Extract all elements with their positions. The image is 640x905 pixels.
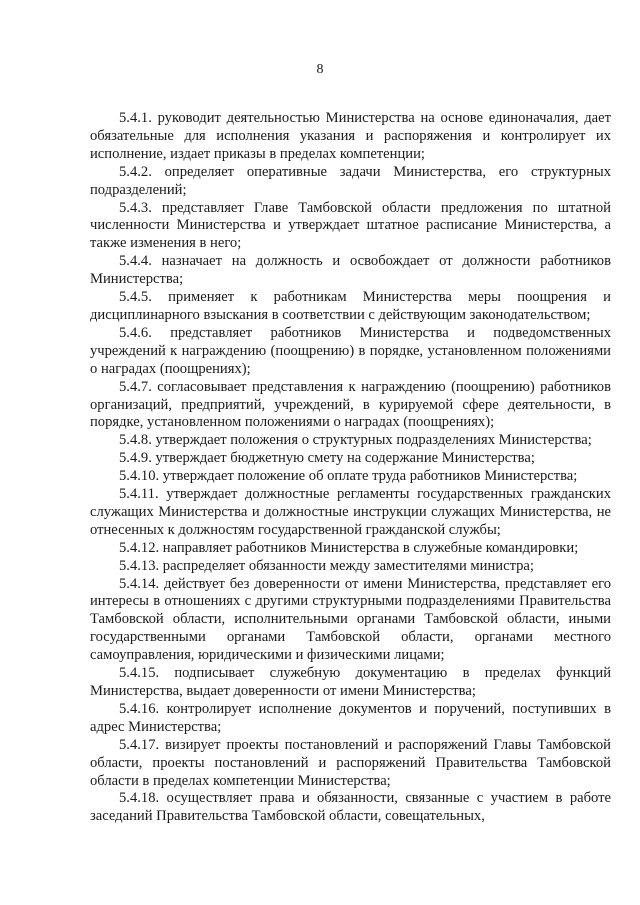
paragraph-5-4-17: 5.4.17. визирует проекты постановлений и распоряжений Главы Тамбовской области, проекты постановлений и распоряжений Правительства Тамбовской области в пределах компетенции Министерства;: [90, 736, 611, 789]
paragraph-5-4-10: 5.4.10. утверждает положение об оплате труда работников Министерства;: [119, 468, 578, 485]
page-number: 8: [316, 62, 324, 77]
document-body: [90, 110, 611, 826]
paragraph-5-4-12: 5.4.12. направляет работников Министерства в служебные командировки;: [119, 539, 579, 556]
paragraph-5-4-9: 5.4.9. утверждает бюджетную смету на содержание Министерства;: [119, 450, 535, 467]
paragraph-5-4-15: 5.4.15. подписывает служебную документацию в пределах функций Министерства, выдает доверенности от имени Министерства;: [90, 665, 611, 699]
paragraph-5-4-3: 5.4.3. представляет Главе Тамбовской области предложения по штатной численности Министерства и утверждает штатное расписание Министерства, а также изменения в него;: [90, 199, 611, 252]
paragraph-5-4-1: 5.4.1. руководит деятельностью Министерства на основе единоначалия, дает обязательные для исполнения указания и распоряжения и контролирует их исполнение, издает приказы в пределах компетенции;: [90, 110, 611, 162]
paragraph-5-4-2: 5.4.2. определяет оперативные задачи Министерства, его структурных подразделений;: [90, 163, 611, 198]
paragraph-5-4-14: 5.4.14. действует без доверенности от имени Министерства, представляет его интересы в отношениях с другими структурными подразделениями Правительства Тамбовской области, исполнительными органами Тамбовской области, иными государственными органами Тамбовской области, органами местного самоуправления, юридическими и физическими лицами;: [90, 575, 611, 664]
paragraph-5-4-13: 5.4.13. распределяет обязанности между заместителями министра;: [119, 557, 534, 574]
paragraph-5-4-16: 5.4.16. контролирует исполнение документов и поручений, поступивших в адрес Министерства;: [90, 700, 611, 735]
paragraph-5-4-5: 5.4.5. применяет к работникам Министерства меры поощрения и дисциплинарного взыскания в соответствии с действующим законодательством;: [90, 289, 611, 323]
paragraph-5-4-18: 5.4.18. осуществляет права и обязанности, связанные с участием в работе заседаний Правительства Тамбовской области, совещательных,: [90, 790, 611, 825]
paragraph-5-4-6: 5.4.6. представляет работников Министерства и подведомственных учреждений к награждению (поощрению) в порядке, установленном положениями о наградах (поощрениях);: [90, 324, 611, 377]
paragraph-5-4-7: 5.4.7. согласовывает представления к награждению (поощрению) работников организаций, предприятий, учреждений, в курируемой сфере деятельности, в порядке, установленном положениями о наградах (поощрениях);: [90, 378, 611, 431]
paragraph-5-4-11: 5.4.11. утверждает должностные регламенты государственных гражданских служащих Министерства и должностные инструкции служащих Министерства, не отнесенных к должностям государственной гражданской службы;: [90, 486, 611, 538]
paragraph-5-4-8: 5.4.8. утверждает положения о структурных подразделениях Министерства;: [119, 432, 592, 449]
paragraph-5-4-4: 5.4.4. назначает на должность и освобождает от должности работников Министерства;: [90, 253, 611, 288]
